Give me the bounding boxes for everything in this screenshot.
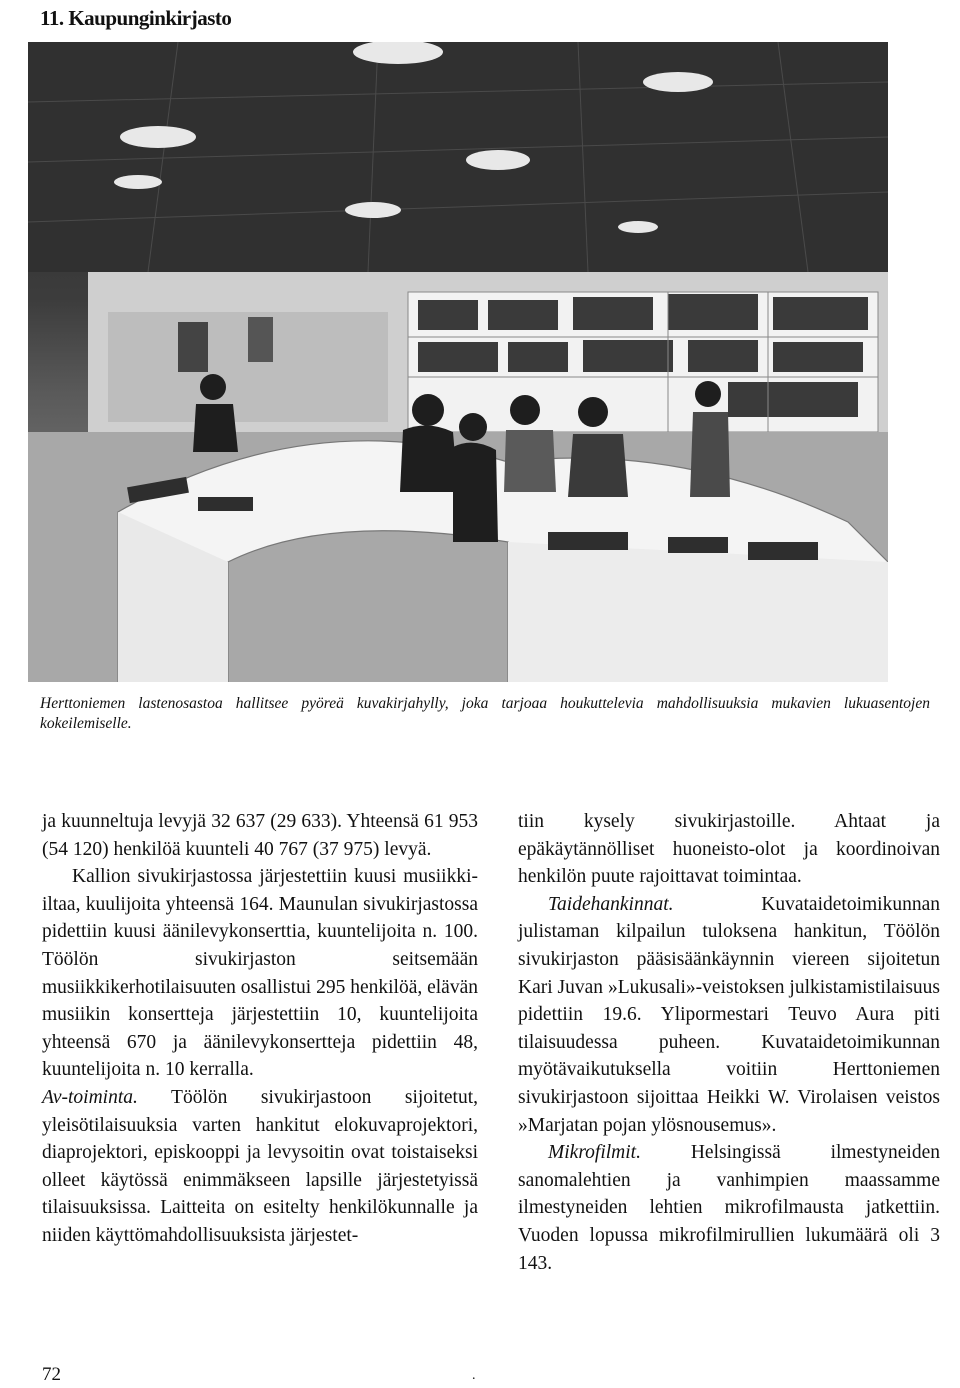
taidehankinnat-heading: Taidehankinnat. xyxy=(548,893,674,915)
right-paragraph-3 xyxy=(518,1139,940,1277)
right-paragraph-1: tiin kysely sivukirjastoille. Ahtaat ja epäkäytännölliset huoneisto-olot ja koordinoivan henkilön puute rajoittavat toimintaa. xyxy=(518,811,940,888)
library-photo-illustration xyxy=(28,42,888,682)
left-paragraph-1: ja kuunneltuja levyjä 32 637 (29 633). Yhteensä 61 953 (54 120) henkilöä kuunteli 40 767 (37 975) levyä. xyxy=(42,811,478,860)
photo-caption: Herttoniemen lastenosastoa hallitsee pyöreä kuvakirjahylly, joka tarjoaa houkuttelevia mahdollisuuksia mukavien lukuasentojen kokeilemiselle. xyxy=(40,695,930,732)
av-toiminta-text: Töölön sivukirjastoon sijoitetut, yleisötilaisuuksia varten hankitut elokuvaprojektori, diaprojektori, episkooppi ja levysoitin ovat toistaiseksi olleet käytössä enimmäkseen lapsille järjestetyissä tilaisuuksissa. Laitteita on esitelty henkilökunnalle ja niiden käyttömahdollisuuksista järjestet- xyxy=(42,1086,478,1246)
page-number: 72 xyxy=(42,1364,61,1385)
mikrofilmit-text: Helsingissä ilmestyneiden sanomalehtien ja vanhimpien maassamme ilmestyneiden lehtien mikrofilmausta jatkettiin. Vuoden lopussa mikrofilmirullien lukumäärä oli 3 143. xyxy=(518,1142,940,1274)
stray-mark: . xyxy=(472,1368,476,1383)
mikrofilmit-heading: Mikrofilmit. xyxy=(548,1142,641,1164)
taidehankinnat-text: Kuvataidetoimikunnan julistaman kilpailun tuloksena hankitun, Töölön sivukirjaston pääsisäänkäynnin viereen sijoitetun Kari Juvan »Lukusali»-veistoksen julkistamistilaisuus pidettiin 19.6. Ylipormestari Teuvo Aura piti tilaisuudessa puheen. Kuvataidetoimikunnan myötävaikutuksella voitiin Herttoniemen sivukirjastoon sijoittaa Heikki W. Virolaisen veistos »Marjatan pojan ylösnousemus». xyxy=(518,893,940,1136)
left-column xyxy=(42,808,478,1250)
left-paragraph-2: Kallion sivukirjastossa järjestettiin kuusi musiikki-iltaa, kuulijoita yhteensä 164. Maunulan sivukirjastossa pidettiin kuusi äänilevykonserttia, kuuntelijoita n. 100. Töölön sivukirjaston seitsemään musiikkikerhotilaisuuten osallistui 295 henkilöä, elävän musiikin konsertteja järjestettiin 10, kuuntelijoita yhteensä 670 ja äänilevykonsertteja pidettiin 48, kuuntelijoita n. 10 kerralla. xyxy=(42,866,478,1081)
left-paragraph-3 xyxy=(42,1084,478,1250)
av-toiminta-heading: Av-toiminta. xyxy=(42,1086,138,1108)
right-paragraph-2 xyxy=(518,891,940,1139)
right-column xyxy=(518,808,940,1277)
running-head: 11. Kaupunginkirjasto xyxy=(40,6,232,30)
library-photo xyxy=(28,42,888,682)
